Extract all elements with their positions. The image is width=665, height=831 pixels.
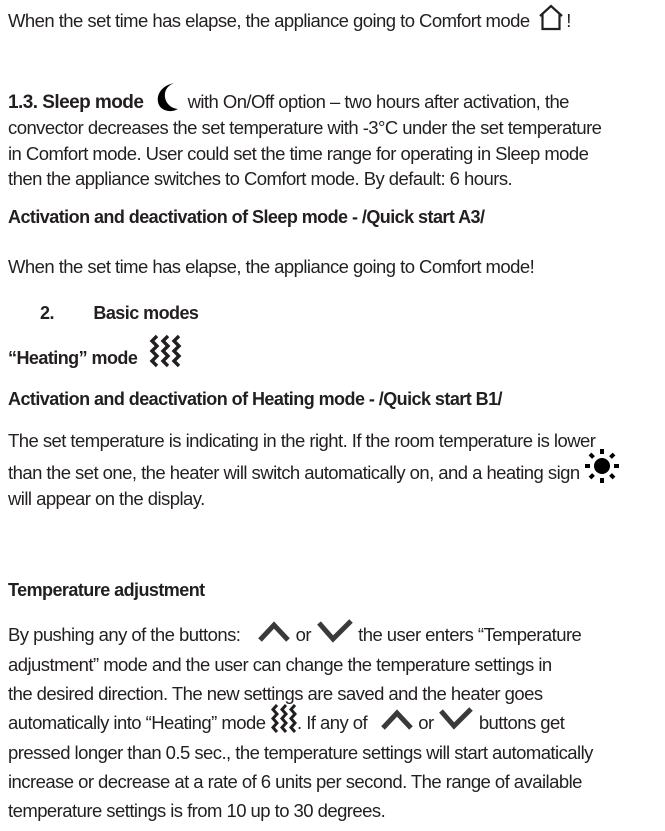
chevron-up-icon	[257, 619, 291, 643]
heating-desc-line-1: The set temperature is indicating in the right. If the room temperature is lower	[8, 430, 596, 451]
temp-line-4: automatically into “Heating” mode . If any of or buttons get	[8, 712, 564, 736]
heat-waves-icon	[148, 334, 188, 370]
chevron-down-icon	[316, 618, 354, 644]
temperature-adjustment-heading: Temperature adjustment	[8, 580, 205, 600]
section-title: Basic modes	[93, 303, 199, 323]
sleep-mode-line-3: in Comfort mode. User could set the time range for operating in Sleep mode	[8, 143, 589, 164]
chevron-up-icon	[380, 707, 414, 731]
heating-activation-heading: Activation and deactivation of Heating mode - /Quick start B1/	[8, 389, 502, 409]
comfort-return-text: When the set time has elapse, the appliance going to Comfort mode	[8, 10, 530, 31]
heating-mode-heading: “Heating” mode	[8, 347, 188, 370]
comfort-return-note	[8, 10, 571, 32]
sleep-mode-line-1: 1.3. Sleep mode with On/Off option – two hours after activation, the	[8, 91, 569, 114]
exclamation: !	[566, 10, 571, 31]
section-basic-modes	[40, 302, 198, 324]
temp-line-7: temperature settings is from 10 up to 30 degrees.	[8, 800, 386, 821]
heat-waves-icon	[270, 704, 300, 736]
section-number: 2.	[40, 303, 54, 323]
sun-icon	[584, 448, 620, 484]
temp-line-1: By pushing any of the buttons: or the user enters “Temperature	[8, 624, 581, 646]
temp-line-3: the desired direction. The new settings are saved and the heater goes	[8, 683, 543, 704]
chevron-down-icon	[438, 706, 474, 732]
sleep-activation-heading: Activation and deactivation of Sleep mode - /Quick start A3/	[8, 207, 485, 227]
temp-line-5: pressed longer than 0.5 sec., the temperature settings will start automatically	[8, 742, 593, 763]
sleep-mode-line-4: then the appliance switches to Comfort mode. By default: 6 hours.	[8, 168, 513, 189]
temp-line-2: adjustment” mode and the user can change the temperature settings in	[8, 654, 552, 675]
sleep-mode-line-2: convector decreases the set temperature with -3°C under the set temperature	[8, 117, 602, 138]
moon-icon	[149, 80, 183, 114]
sleep-mode-heading: 1.3. Sleep mode	[8, 92, 144, 113]
heating-desc-line-2: than the set one, the heater will switch automatically on, and a heating sign	[8, 462, 620, 484]
heating-desc-line-3: will appear on the display.	[8, 488, 205, 509]
temp-line-6: increase or decrease at a rate of 6 units per second. The range of available	[8, 771, 582, 792]
sleep-elapse-note: When the set time has elapse, the appliance going to Comfort mode!	[8, 256, 535, 277]
house-icon	[536, 3, 566, 31]
